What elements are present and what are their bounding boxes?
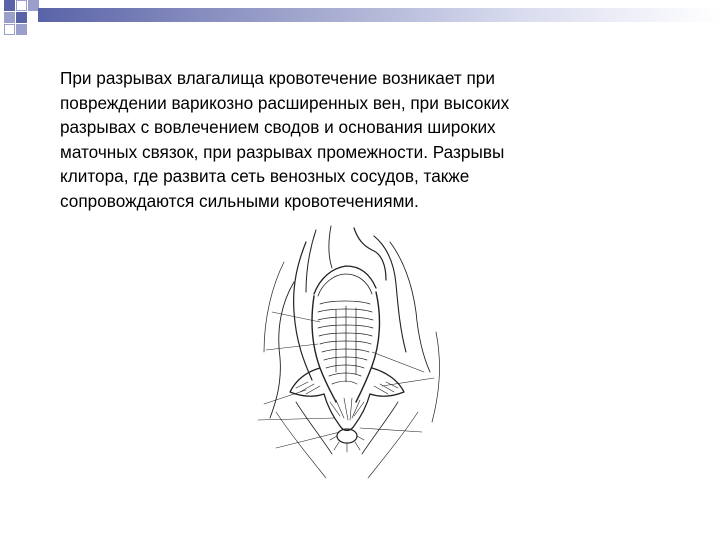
decorative-square xyxy=(16,12,27,23)
decorative-header xyxy=(0,0,720,40)
decorative-square xyxy=(16,24,27,35)
decorative-square xyxy=(4,0,15,11)
decorative-square xyxy=(4,12,15,23)
slide-body-text: При разрывах влагалища кровотечение возникает при повреждении варикозно расширенных вен, при высоких разрывах с вовлечением сводов и основания широких маточных связок, при разрывах промежности. Разрывы клитора, где развита сеть венозных сосудов, также сопровождаются сильными кровотечениями. xyxy=(60,68,510,211)
decorative-square xyxy=(16,0,27,11)
decorative-square xyxy=(4,24,15,35)
anatomical-illustration xyxy=(236,222,458,486)
decorative-gradient-strip xyxy=(38,8,720,22)
anatomical-drawing xyxy=(236,222,458,486)
